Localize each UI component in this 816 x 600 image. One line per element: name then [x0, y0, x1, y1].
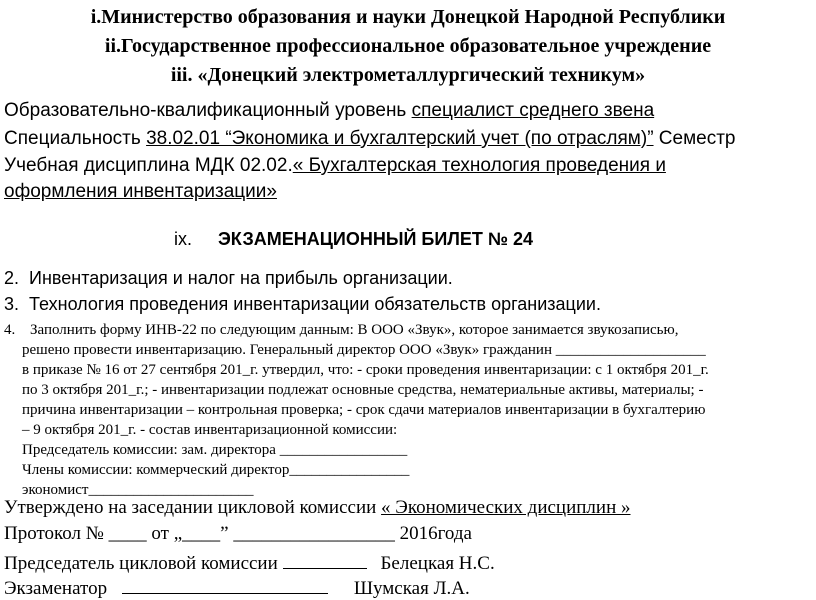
- task-4-line-4: по 3 октября 201_г.; - инвентаризации подлежат основные средства, нематериальные активы, материалы; -: [22, 382, 704, 398]
- examiner-row: [4, 575, 470, 600]
- chair-row: [4, 550, 495, 575]
- task-4-line-3: в приказе № 16 от 27 сентября 201_г. утвердил, что: - сроки проведения инвентаризации: с 1 октября 201_г.: [22, 362, 709, 378]
- examiner-signature-line: [122, 575, 328, 594]
- question-3-num: 3.: [4, 294, 20, 314]
- approved-row: [4, 497, 631, 519]
- ticket-number-label: ix.: [174, 229, 192, 249]
- task-4-line-8: Члены комиссии: коммерческий директор________________: [22, 462, 410, 478]
- task-4-line-9: экономист______________________: [22, 482, 254, 498]
- semester-label: Семестр: [653, 128, 736, 149]
- approved-value: « Экономических дисциплин »: [381, 497, 631, 518]
- specialty-value: 38.02.01 “Экономика и бухгалтерский учет (по отраслям)”: [146, 128, 654, 149]
- ticket-title-row: [174, 229, 533, 250]
- discipline-row-2: [4, 181, 277, 203]
- examiner-label: Экзаменатор: [4, 578, 112, 599]
- task-4-line-6: – 9 октября 201_г. - состав инвентаризационной комиссии:: [22, 422, 398, 438]
- level-value: специалист среднего звена: [411, 100, 655, 121]
- chair-label: Председатель цикловой комиссии: [4, 553, 283, 574]
- chair-signature-line: [283, 550, 367, 569]
- discipline-label: Учебная дисциплина МДК 02.02.: [4, 155, 293, 176]
- protocol-row: Протокол № ____ от „____” _________________ 2016года: [4, 523, 472, 544]
- chair-name: Белецкая Н.С.: [380, 553, 495, 574]
- specialty-label: Специальность: [4, 128, 147, 149]
- task-4-line-2: решено провести инвентаризацию. Генеральный директор ООО «Звук» гражданин ____________________: [22, 342, 706, 358]
- discipline-value-2: оформления инвентаризации»: [4, 181, 277, 202]
- level-label: Образовательно-квалификационный уровень: [4, 100, 412, 121]
- ticket-title: ЭКЗАМЕНАЦИОННЫЙ БИЛЕТ № 24: [218, 229, 533, 249]
- level-row: [4, 100, 654, 122]
- task-4-line-7: Председатель комиссии: зам. директора _________________: [22, 442, 408, 458]
- specialty-row: [4, 128, 736, 150]
- task-4-line-1: Заполнить форму ИНВ-22 по следующим данным: В ООО «Звук», которое занимается звукозаписью,: [30, 322, 679, 338]
- question-2-num: 2.: [4, 268, 20, 288]
- question-3-text: Технология проведения инвентаризации обязательств организации.: [29, 294, 601, 314]
- header-line-college: iii. «Донецкий электрометаллургический техникум»: [170, 64, 646, 86]
- examiner-name: Шумская Л.А.: [353, 578, 470, 599]
- question-2-text: Инвентаризация и налог на прибыль организации.: [29, 268, 453, 288]
- task-4-line-5: причина инвентаризации – контрольная проверка; - срок сдачи материалов инвентаризации в бухгалтерию: [22, 402, 706, 418]
- discipline-row: [4, 155, 666, 177]
- task-4-num: 4.: [4, 322, 16, 338]
- question-2: [4, 268, 453, 289]
- approved-label: Утверждено на заседании цикловой комиссии: [4, 497, 382, 518]
- question-3: [4, 294, 601, 315]
- header-line-institution: ii.Государственное профессиональное образовательное учреждение: [104, 35, 712, 57]
- header-line-ministry: i.Министерство образования и науки Донецкой Народной Республики: [90, 6, 726, 28]
- discipline-value-1: « Бухгалтерская технология проведения и: [292, 155, 666, 176]
